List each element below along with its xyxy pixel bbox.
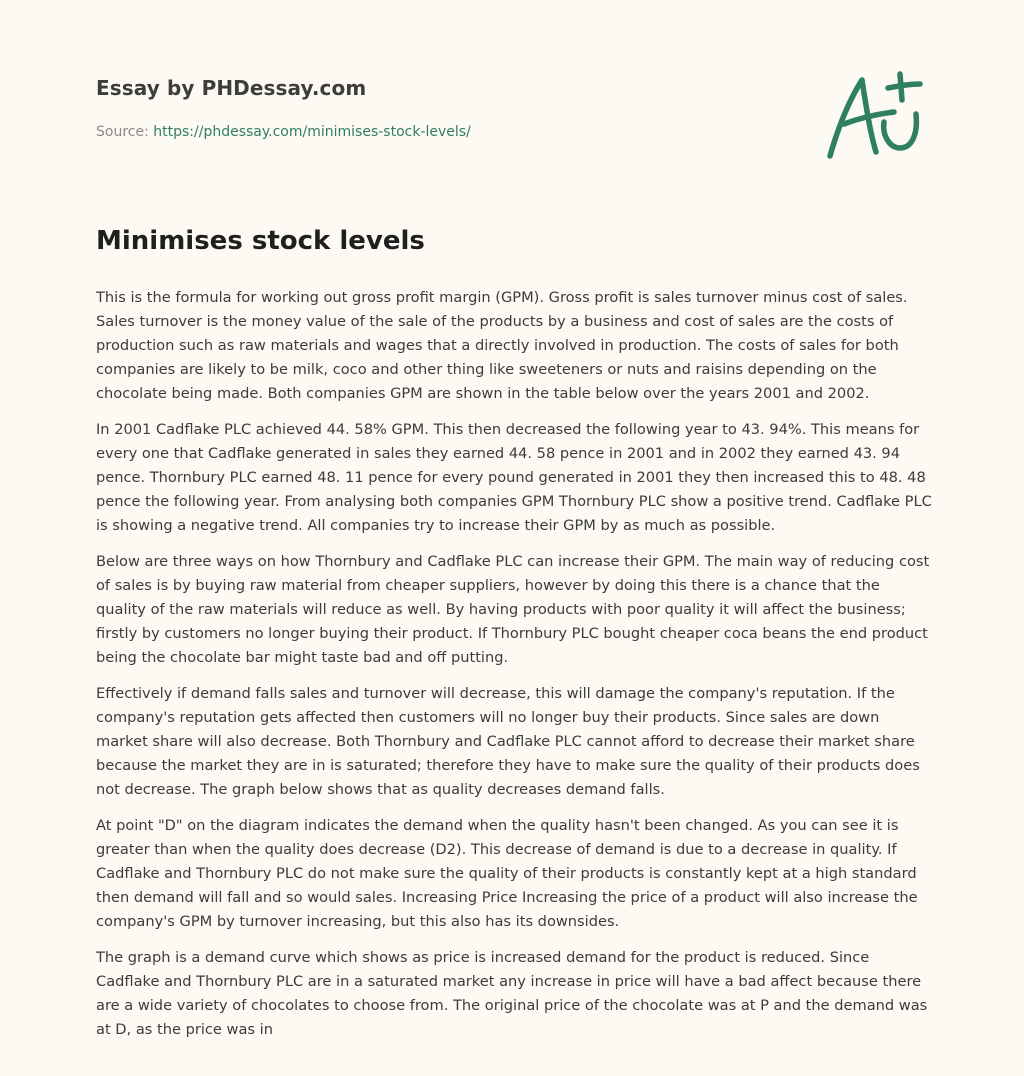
source-line bbox=[96, 124, 471, 140]
source-link[interactable]: https://phdessay.com/minimises-stock-levels/ bbox=[153, 124, 471, 140]
paragraph: This is the formula for working out gross profit margin (GPM). Gross profit is sales turnover minus cost of sales. Sales turnover is the money value of the sale of the products by a business and cost of sales are the costs of production such as raw materials and wages that a directly involved in production. The costs of sales for both companies are likely to be milk, coco and other thing like sweeteners or nuts and raisins depending on the chocolate being made. Both companies GPM are shown in the table below over the years 2001 and 2002. bbox=[96, 289, 908, 402]
a-plus-icon bbox=[818, 66, 928, 166]
source-label: Source: bbox=[96, 124, 149, 140]
paragraph: In 2001 Cadflake PLC achieved 44. 58% GPM. This then decreased the following year to 43. 94%. This means for every one that Cadflake generated in sales they earned 44. 58 pence in 2001 and in 2002 they earned 43. 94 pence. Thornbury PLC earned 48. 11 pence for every pound generated in 2001 they then increased this to 48. 48 pence the following year. From analysing both companies GPM Thornbury PLC show a positive trend. Cadflake PLC is showing a negative trend. All companies try to increase their GPM by as much as possible. bbox=[96, 421, 932, 534]
paragraph: Below are three ways on how Thornbury and Cadflake PLC can increase their GPM. The main way of reducing cost of sales is by buying raw material from cheaper suppliers, however by doing this there is a chance that the quality of the raw materials will reduce as well. By having products with poor quality it will affect the business; firstly by customers no longer buying their product. If Thornbury PLC bought cheaper coca beans the end product being the chocolate bar might taste bad and off putting. bbox=[96, 553, 930, 666]
article-title: Minimises stock levels bbox=[96, 226, 425, 256]
site-brand: Essay by PHDessay.com bbox=[96, 76, 367, 100]
paragraph: The graph is a demand curve which shows as price is increased demand for the product is reduced. Since Cadflake and Thornbury PLC are in a saturated market any increase in price will have a bad affect because there are a wide variety of chocolates to choose from. The original price of the chocolate was at P and the demand was at D, as the price was in bbox=[96, 949, 928, 1038]
paragraph: Effectively if demand falls sales and turnover will decrease, this will damage the company's reputation. If the company's reputation gets affected then customers will no longer buy their products. Since sales are down market share will also decrease. Both Thornbury and Cadflake PLC cannot afford to decrease their market share because the market they are in is saturated; therefore they have to make sure the quality of their products does not decrease. The graph below shows that as quality decreases demand falls. bbox=[96, 685, 920, 798]
article-body bbox=[96, 286, 932, 1054]
paragraph: At point "D" on the diagram indicates the demand when the quality hasn't been changed. As you can see it is greater than when the quality does decrease (D2). This decrease of demand is due to a decrease in quality. If Cadflake and Thornbury PLC do not make sure the quality of their products is constantly kept at a high standard then demand will fall and so would sales. Increasing Price Increasing the price of a product will also increase the company's GPM by turnover increasing, but this also has its downsides. bbox=[96, 817, 918, 930]
